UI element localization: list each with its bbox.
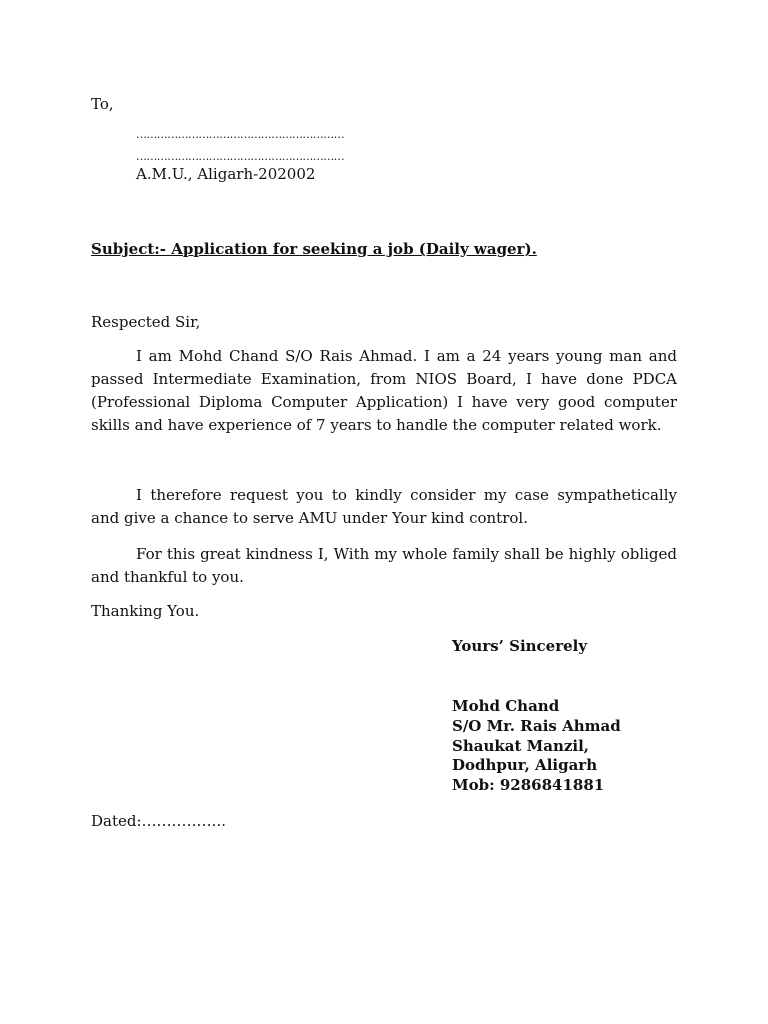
dated-line: Dated:…………….. <box>91 812 227 830</box>
closing-line: Yours’ Sincerely <box>452 637 588 655</box>
to-label: To, <box>91 95 114 113</box>
signature-parent: S/O Mr. Rais Ahmad <box>452 717 621 735</box>
paragraph-3 <box>91 543 677 589</box>
paragraph-1-text: I am Mohd Chand S/O Rais Ahmad. I am a 24 years young man and passed Intermediate Examination, from NIOS Board, I have done PDCA (Professional Diploma Computer Application) I have very good computer skills and have experience of 7 years to handle the computer related work. <box>91 347 677 434</box>
signature-name: Mohd Chand <box>452 697 560 715</box>
paragraph-3-text: For this great kindness I, With my whole family shall be highly obliged and thankful to you. <box>91 545 677 586</box>
paragraph-1 <box>91 345 677 437</box>
recipient-blank-line-1: …………………………………………………… <box>136 128 345 141</box>
greeting: Respected Sir, <box>91 313 201 331</box>
paragraph-2-text: I therefore request you to kindly consider my case sympathetically and give a chance to serve AMU under Your kind control. <box>91 486 677 527</box>
paragraph-2 <box>91 484 677 530</box>
signature-address-line-1: Shaukat Manzil, <box>452 737 589 755</box>
recipient-blank-line-2: …………………………………………………… <box>136 150 345 163</box>
signature-mobile: Mob: 9286841881 <box>452 776 605 794</box>
recipient-address: A.M.U., Aligarh-202002 <box>136 165 316 183</box>
thanking-line: Thanking You. <box>91 602 200 620</box>
subject-line: Subject:- Application for seeking a job (Daily wager). <box>91 240 537 258</box>
signature-address-line-2: Dodhpur, Aligarh <box>452 756 598 774</box>
